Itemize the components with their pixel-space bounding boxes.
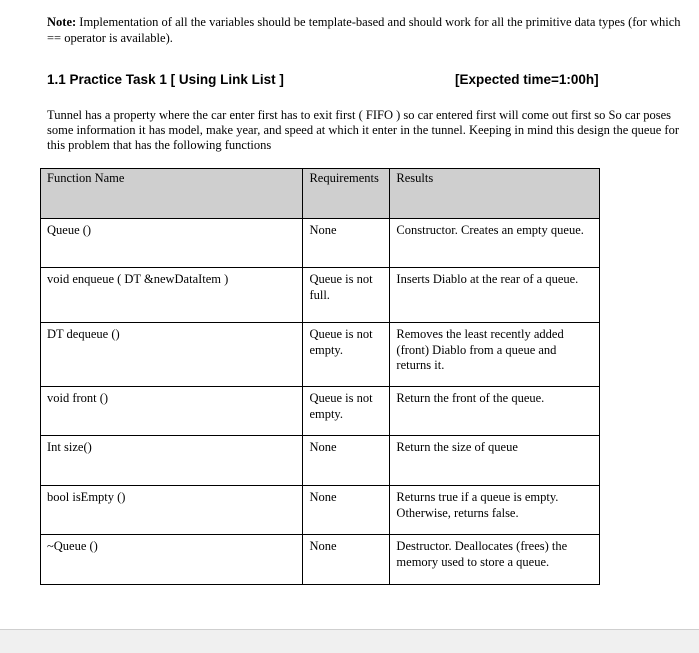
requirements-cell: None bbox=[303, 436, 390, 486]
note-label: Note: bbox=[47, 15, 77, 29]
bottom-scroll-bar bbox=[0, 629, 699, 653]
header-results: Results bbox=[390, 169, 600, 219]
table-row bbox=[41, 219, 600, 268]
note-paragraph bbox=[47, 14, 687, 46]
function-name-cell: Int size() bbox=[41, 436, 303, 486]
function-name-cell: Queue () bbox=[41, 219, 303, 268]
results-cell: Inserts Diablo at the rear of a queue. bbox=[390, 268, 600, 323]
table-row bbox=[41, 387, 600, 436]
table-header-row bbox=[41, 169, 600, 219]
results-cell: Return the size of queue bbox=[390, 436, 600, 486]
results-cell: Removes the least recently added (front) Diablo from a queue and returns it. bbox=[390, 323, 600, 387]
results-cell: Returns true if a queue is empty. Otherwise, returns false. bbox=[390, 486, 600, 535]
requirements-cell: Queue is not empty. bbox=[303, 323, 390, 387]
results-cell: Constructor. Creates an empty queue. bbox=[390, 219, 600, 268]
requirements-cell: Queue is not empty. bbox=[303, 387, 390, 436]
table-row bbox=[41, 535, 600, 585]
function-name-cell: DT dequeue () bbox=[41, 323, 303, 387]
function-table bbox=[40, 168, 600, 585]
function-name-cell: ~Queue () bbox=[41, 535, 303, 585]
function-name-cell: void enqueue ( DT &newDataItem ) bbox=[41, 268, 303, 323]
requirements-cell: None bbox=[303, 535, 390, 585]
task-title: 1.1 Practice Task 1 [ Using Link List ] bbox=[47, 72, 284, 87]
table-row bbox=[41, 486, 600, 535]
results-cell: Return the front of the queue. bbox=[390, 387, 600, 436]
table-row bbox=[41, 323, 600, 387]
requirements-cell: None bbox=[303, 219, 390, 268]
intro-paragraph: Tunnel has a property where the car enter first has to exit first ( FIFO ) so car entered first will come out first so So car poses some information it has model, make year, and speed at which it enter in the tunnel. Keeping in mind this design the queue for this problem that has the following functions bbox=[47, 108, 679, 152]
task-expected-time: [Expected time=1:00h] bbox=[455, 72, 599, 87]
note-text: Implementation of all the variables should be template-based and should work for all the primitive data types (for which == operator is available). bbox=[47, 15, 681, 45]
table-row bbox=[41, 436, 600, 486]
results-cell: Destructor. Deallocates (frees) the memory used to store a queue. bbox=[390, 535, 600, 585]
header-requirements: Requirements bbox=[303, 169, 390, 219]
requirements-cell: None bbox=[303, 486, 390, 535]
function-name-cell: void front () bbox=[41, 387, 303, 436]
requirements-cell: Queue is not full. bbox=[303, 268, 390, 323]
function-name-cell: bool isEmpty () bbox=[41, 486, 303, 535]
header-function-name: Function Name bbox=[41, 169, 303, 219]
table-row bbox=[41, 268, 600, 323]
